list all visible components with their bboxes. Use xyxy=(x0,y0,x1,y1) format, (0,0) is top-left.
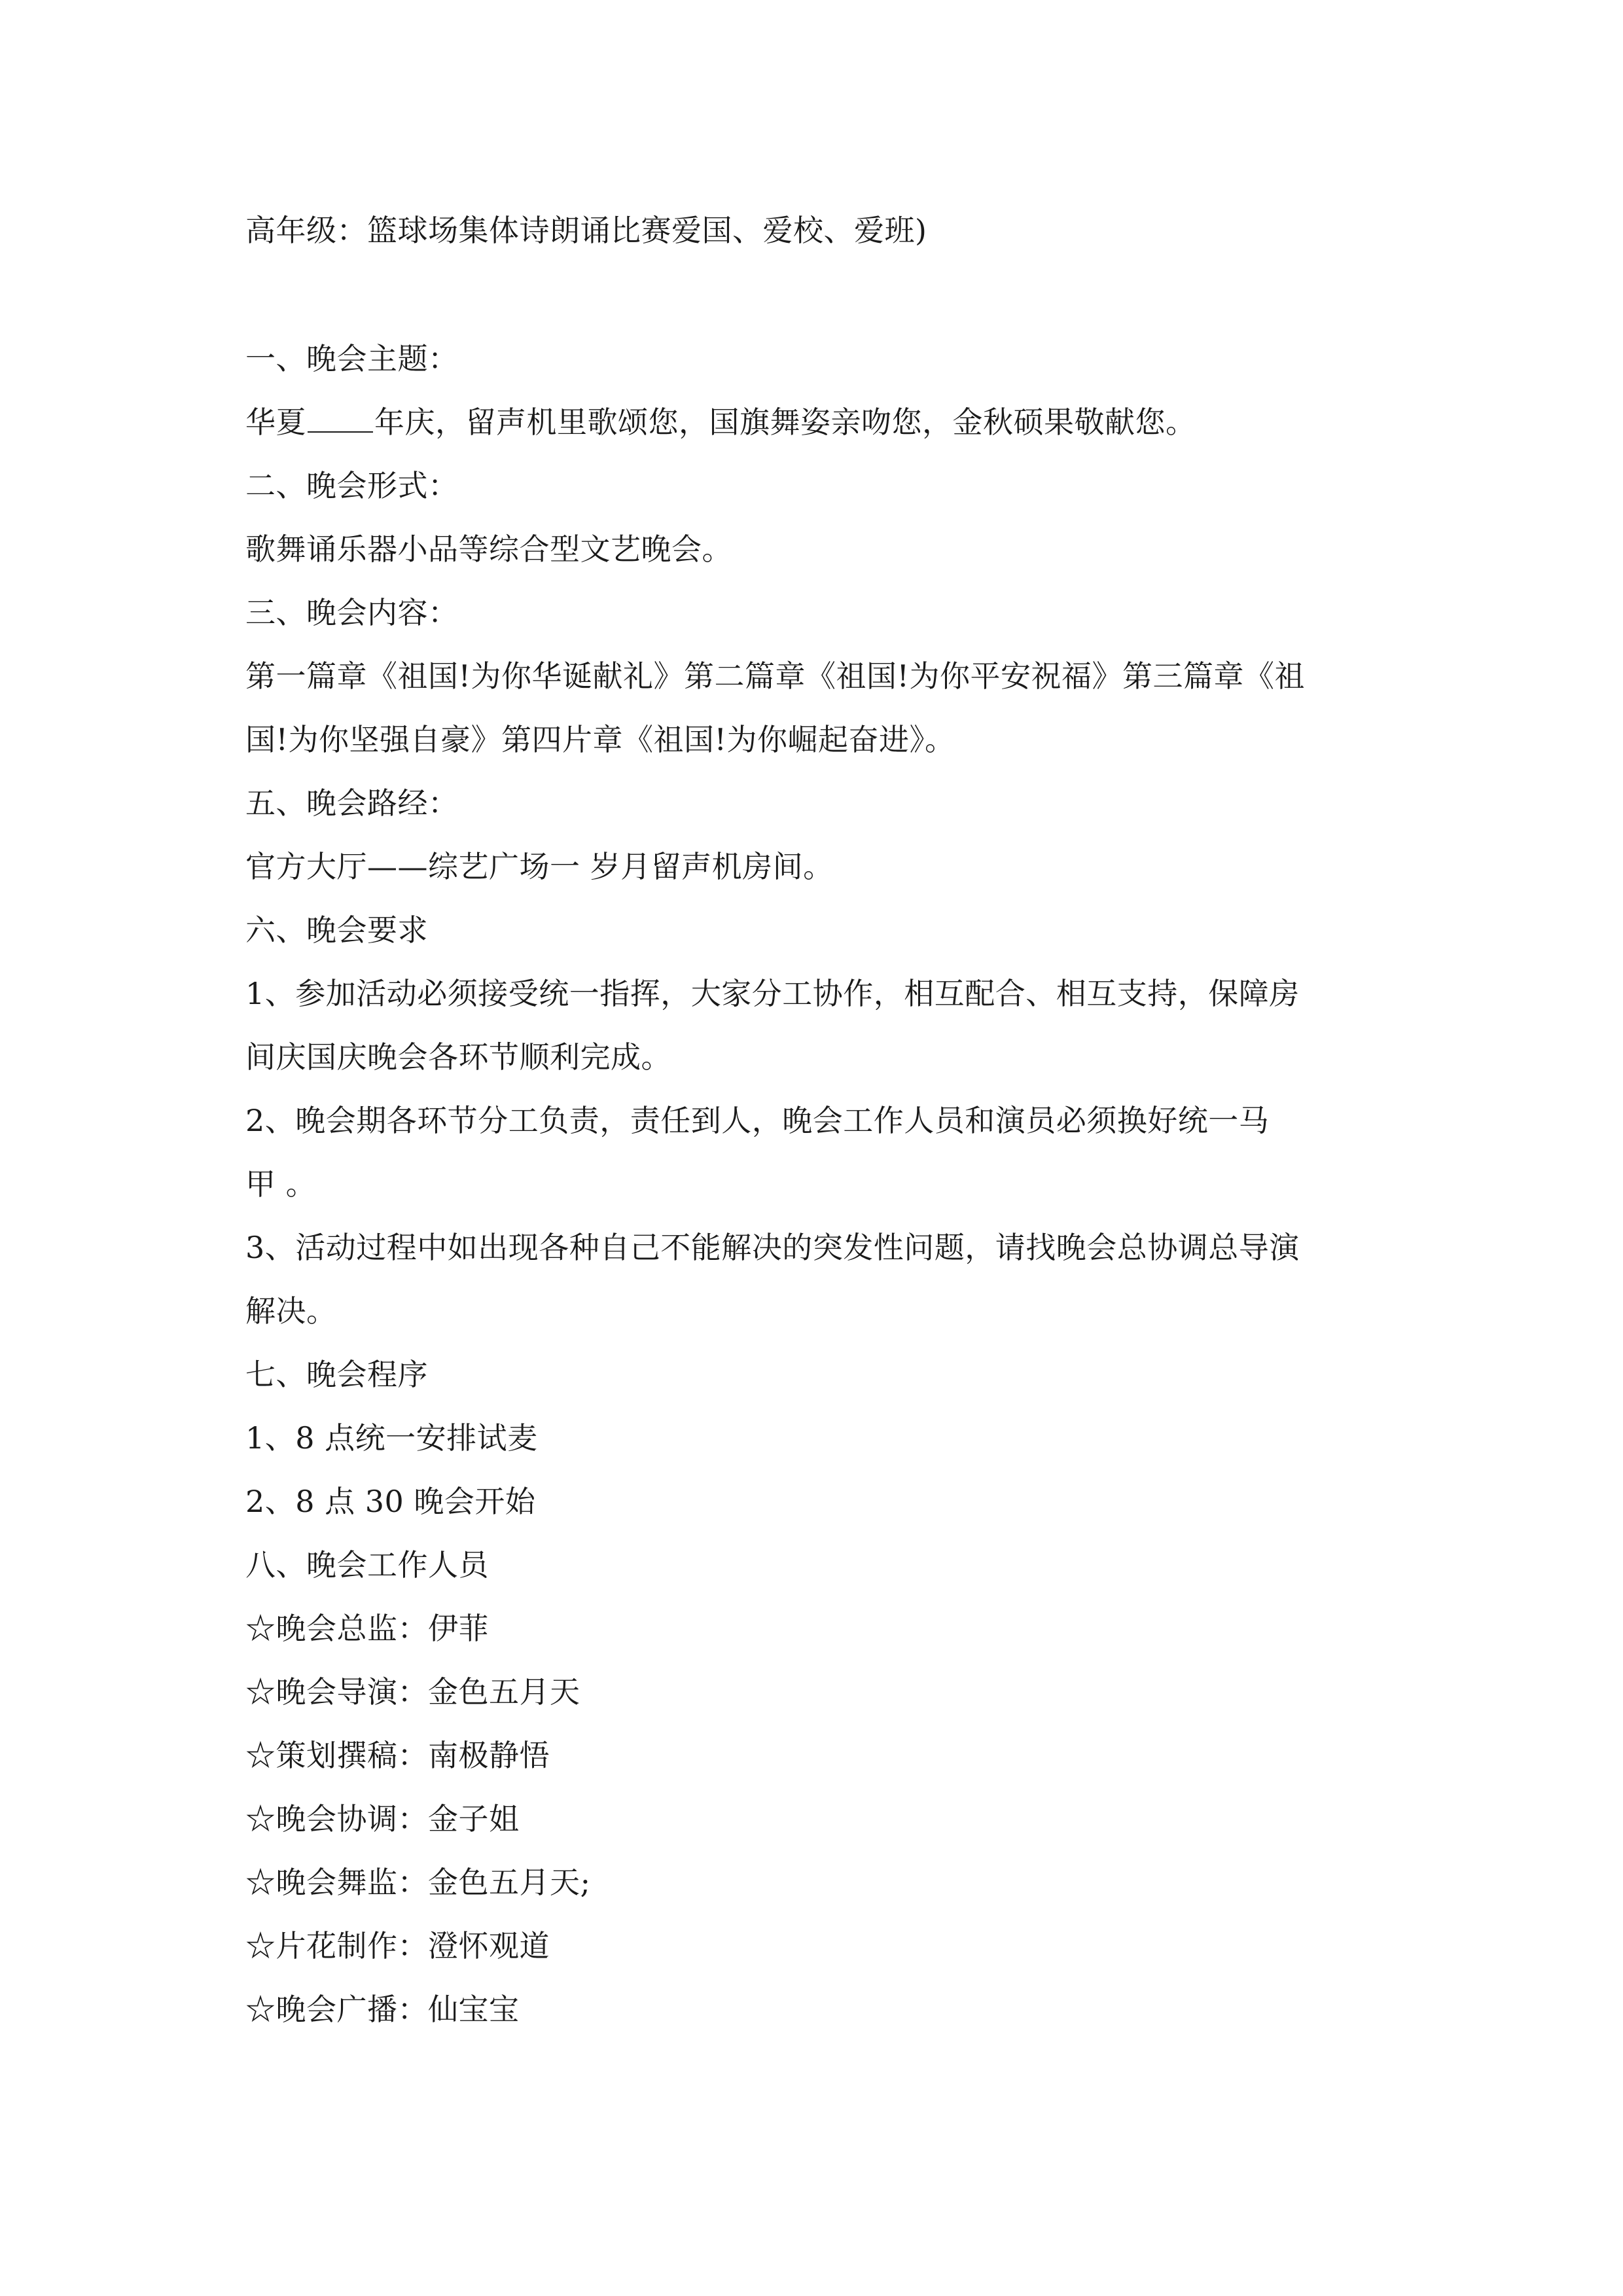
section6-item1-line1: 1、参加活动必须接受统一指挥，大家分工协作，相互配合、相互支持，保障房 xyxy=(245,976,1300,1011)
section6-item2-line2: 甲 。 xyxy=(245,1166,317,1202)
staff-item: ☆晚会协调：金子姐 xyxy=(245,1801,520,1837)
section3-heading: 三、晚会内容： xyxy=(245,595,459,630)
section1-text-end: 年庆，留声机里歌颂您，国旗舞姿亲吻您，金秋硕果敬献您。 xyxy=(374,404,1196,440)
staff-item: ☆晚会舞监：金色五月天; xyxy=(245,1865,591,1900)
intro-line: 高年级：篮球场集体诗朗诵比赛爱国、爱校、爱班) xyxy=(245,213,927,248)
section3-line2: 国!为你坚强自豪》第四片章《祖国!为你崛起奋进》。 xyxy=(245,722,955,757)
section6-item2-line1: 2、晚会期各环节分工负责，责任到人，晚会工作人员和演员必须换好统一马 xyxy=(245,1103,1270,1138)
section7-heading: 七、晚会程序 xyxy=(245,1357,428,1392)
staff-item: ☆片花制作：澄怀观道 xyxy=(245,1928,550,1964)
section1-text-start: 华夏 xyxy=(245,404,306,440)
section6-item3-line2: 解决。 xyxy=(245,1293,337,1329)
section6-item1-line2: 间庆国庆晚会各环节顺利完成。 xyxy=(245,1039,671,1075)
staff-item: ☆策划撰稿：南极静悟 xyxy=(245,1738,550,1773)
section5-heading: 五、晚会路经： xyxy=(245,785,459,821)
section7-item2: 2、8 点 30 晚会开始 xyxy=(245,1484,536,1519)
section2-heading: 二、晚会形式： xyxy=(245,468,459,503)
staff-item: ☆晚会广播：仙宝宝 xyxy=(245,1992,520,2027)
section2-text: 歌舞诵乐器小品等综合型文艺晚会。 xyxy=(245,531,732,567)
section3-line1: 第一篇章《祖国!为你华诞献礼》第二篇章《祖国!为你平安祝福》第三篇章《祖 xyxy=(245,658,1305,694)
section1-heading: 一、晚会主题： xyxy=(245,341,459,376)
section7-item1: 1、8 点统一安排试麦 xyxy=(245,1420,538,1456)
fill-in-blank xyxy=(308,404,373,433)
section6-heading: 六、晚会要求 xyxy=(245,912,428,948)
staff-item: ☆晚会导演：金色五月天 xyxy=(245,1674,580,1710)
section1-text xyxy=(245,403,1196,442)
section6-item3-line1: 3、活动过程中如出现各种自己不能解决的突发性问题，请找晚会总协调总导演 xyxy=(245,1230,1300,1265)
section8-heading: 八、晚会工作人员 xyxy=(245,1547,489,1583)
staff-item: ☆晚会总监：伊菲 xyxy=(245,1611,489,1646)
section5-text: 官方大厅——综艺广场一 岁月留声机房间。 xyxy=(245,849,834,884)
